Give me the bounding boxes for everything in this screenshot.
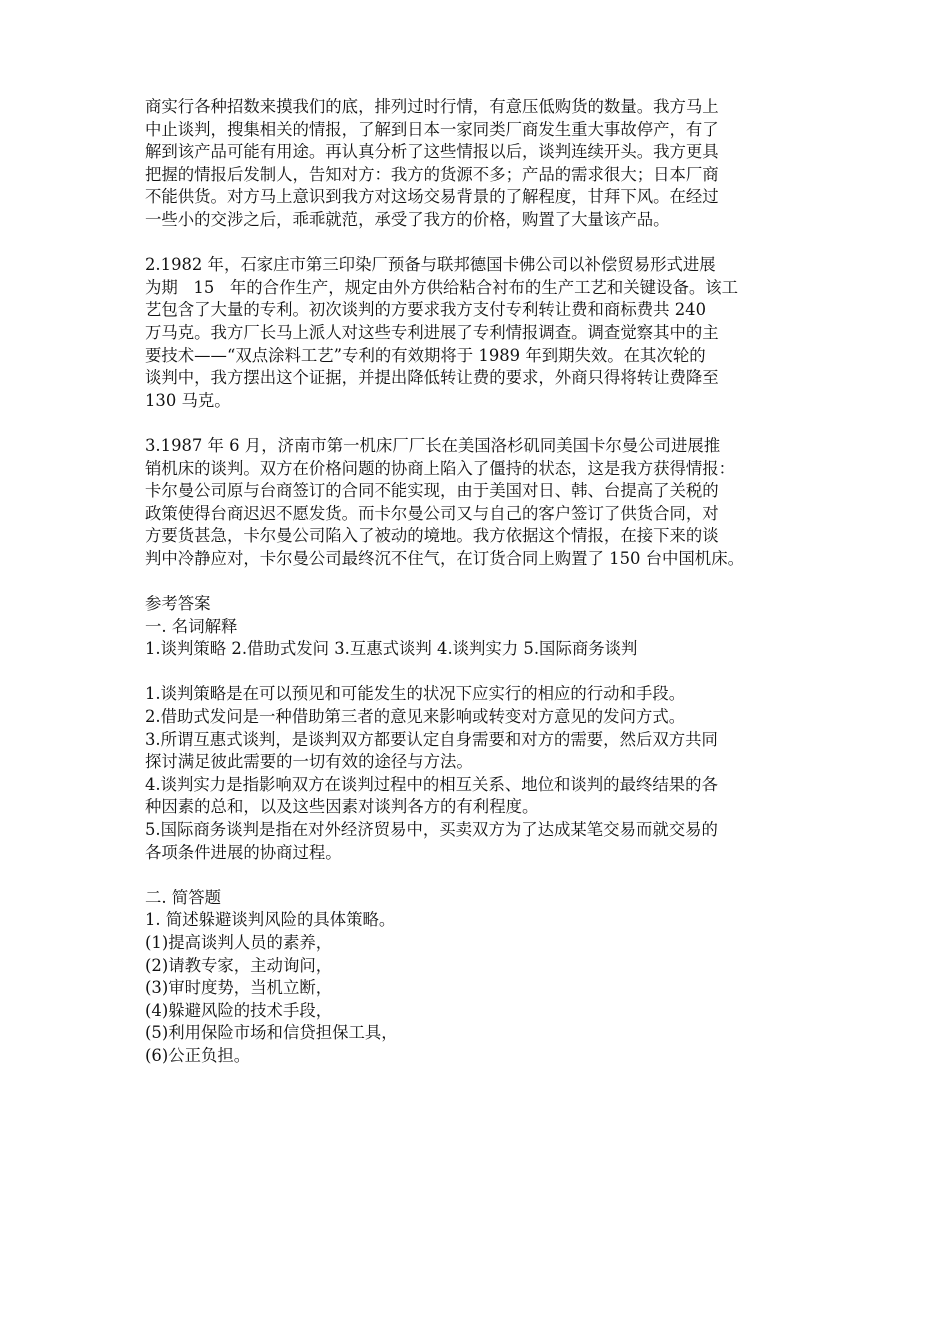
- paragraph-line: 中止谈判，搜集相关的情报，了解到日本一家同类厂商发生重大事故停产，有了: [145, 119, 719, 139]
- paragraph-line: 为期 15 年的合作生产，规定由外方供给粘合衬布的生产工艺和关键设备。该工: [145, 277, 739, 297]
- paragraph-line: 把握的情报后发制人，告知对方：我方的货源不多；产品的需求很大；日本厂商: [145, 164, 719, 184]
- paragraph-line: 方要货甚急，卡尔曼公司陷入了被动的境地。我方依据这个情报，在接下来的谈: [145, 526, 719, 546]
- definition-line: 4.谈判实力是指影响双方在谈判过程中的相互关系、地位和谈判的最终结果的各: [145, 774, 718, 794]
- paragraph-line: 万马克。我方厂长马上派人对这些专利进展了专利情报调查。调查觉察其中的主: [145, 322, 719, 342]
- case-3-paragraph: [145, 435, 815, 571]
- paragraph-line: 艺包含了大量的专利。初次谈判的方要求我方支付专利转让费和商标费共 240: [145, 300, 706, 320]
- paragraph-line: 不能供货。对方马上意识到我方对这场交易背景的了解程度，甘拜下风。在经过: [145, 187, 719, 207]
- definition-line: 1.谈判策略是在可以预见和可能发生的状况下应实行的相应的行动和手段。: [145, 684, 686, 704]
- paragraph-line: 商实行各种招数来摸我们的底，排列过时行情，有意压低购货的数量。我方马上: [145, 97, 719, 116]
- definition-line: 种因素的总和，以及这些因素对谈判各方的有利程度。: [145, 797, 539, 817]
- case-continuation-paragraph: [145, 96, 815, 232]
- answers-heading: 参考答案: [145, 594, 211, 614]
- paragraph-line: 销机床的谈判。双方在价格问题的协商上陷入了僵持的状态，这是我方获得情报：: [145, 458, 736, 478]
- document-page: [145, 96, 815, 1068]
- spacer: [145, 412, 815, 435]
- definition-line: 3.所谓互惠式谈判，是谈判双方都要认定自身需要和对方的需要，然后双方共同: [145, 729, 718, 749]
- paragraph-line: 130 马克。: [145, 390, 231, 410]
- case-2-paragraph: [145, 254, 815, 412]
- spacer: [145, 232, 815, 255]
- answers-section: [145, 593, 815, 1067]
- section-1-title: 一. 名词解释: [145, 616, 238, 636]
- answer-item: (4)躲避风险的技术手段，: [145, 1000, 333, 1020]
- paragraph-line: 卡尔曼公司原与台商签订的合同不能实现，由于美国对日、韩、台提高了关税的: [145, 481, 719, 501]
- paragraph-line: 解到该产品可能有用途。再认真分析了这些情报以后，谈判连续开头。我方更具: [145, 142, 719, 162]
- answer-item: (6)公正负担。: [145, 1045, 251, 1065]
- answer-item: (5)利用保险市场和信贷担保工具，: [145, 1023, 398, 1043]
- definition-line: 2.借助式发问是一种借助第三者的意见来影响或转变对方意见的发问方式。: [145, 707, 686, 727]
- paragraph-line: 政策使得台商迟迟不愿发货。而卡尔曼公司又与自己的客户签订了供货合同，对: [145, 503, 719, 523]
- paragraph-line: 判中冷静应对，卡尔曼公司最终沉不住气，在订货合同上购置了 150 台中国机床。: [145, 548, 744, 568]
- answer-item: (1)提高谈判人员的素养，: [145, 932, 333, 952]
- terms-list: 1.谈判策略 2.借助式发问 3.互惠式谈判 4.谈判实力 5.国际商务谈判: [145, 639, 638, 659]
- answer-item: (3)审时度势，当机立断，: [145, 978, 333, 998]
- paragraph-line: 2.1982 年，石家庄市第三印染厂预备与联邦德国卡佛公司以补偿贸易形式进展: [145, 255, 716, 275]
- spacer: [145, 661, 815, 684]
- definition-line: 探讨满足彼此需要的一切有效的途径与方法。: [145, 752, 473, 772]
- section-2-title: 二. 简答题: [145, 887, 221, 907]
- paragraph-line: 3.1987 年 6 月，济南市第一机床厂厂长在美国洛杉矶同美国卡尔曼公司进展推: [145, 435, 721, 455]
- definition-line: 各项条件进展的协商过程。: [145, 842, 342, 862]
- paragraph-line: 要技术——“双点涂料工艺”专利的有效期将于 1989 年到期失效。在其次轮的: [145, 345, 706, 365]
- paragraph-line: 一些小的交涉之后，乖乖就范，承受了我方的价格，购置了大量该产品。: [145, 209, 670, 229]
- spacer: [145, 570, 815, 593]
- paragraph-line: 谈判中，我方摆出这个证据，并提出降低转让费的要求，外商只得将转让费降至: [145, 368, 719, 388]
- spacer: [145, 864, 815, 887]
- question-line: 1. 简述躲避谈判风险的具体策略。: [145, 910, 396, 930]
- definition-line: 5.国际商务谈判是指在对外经济贸易中，买卖双方为了达成某笔交易而就交易的: [145, 820, 718, 839]
- answer-item: (2)请教专家，主动询问，: [145, 955, 333, 975]
